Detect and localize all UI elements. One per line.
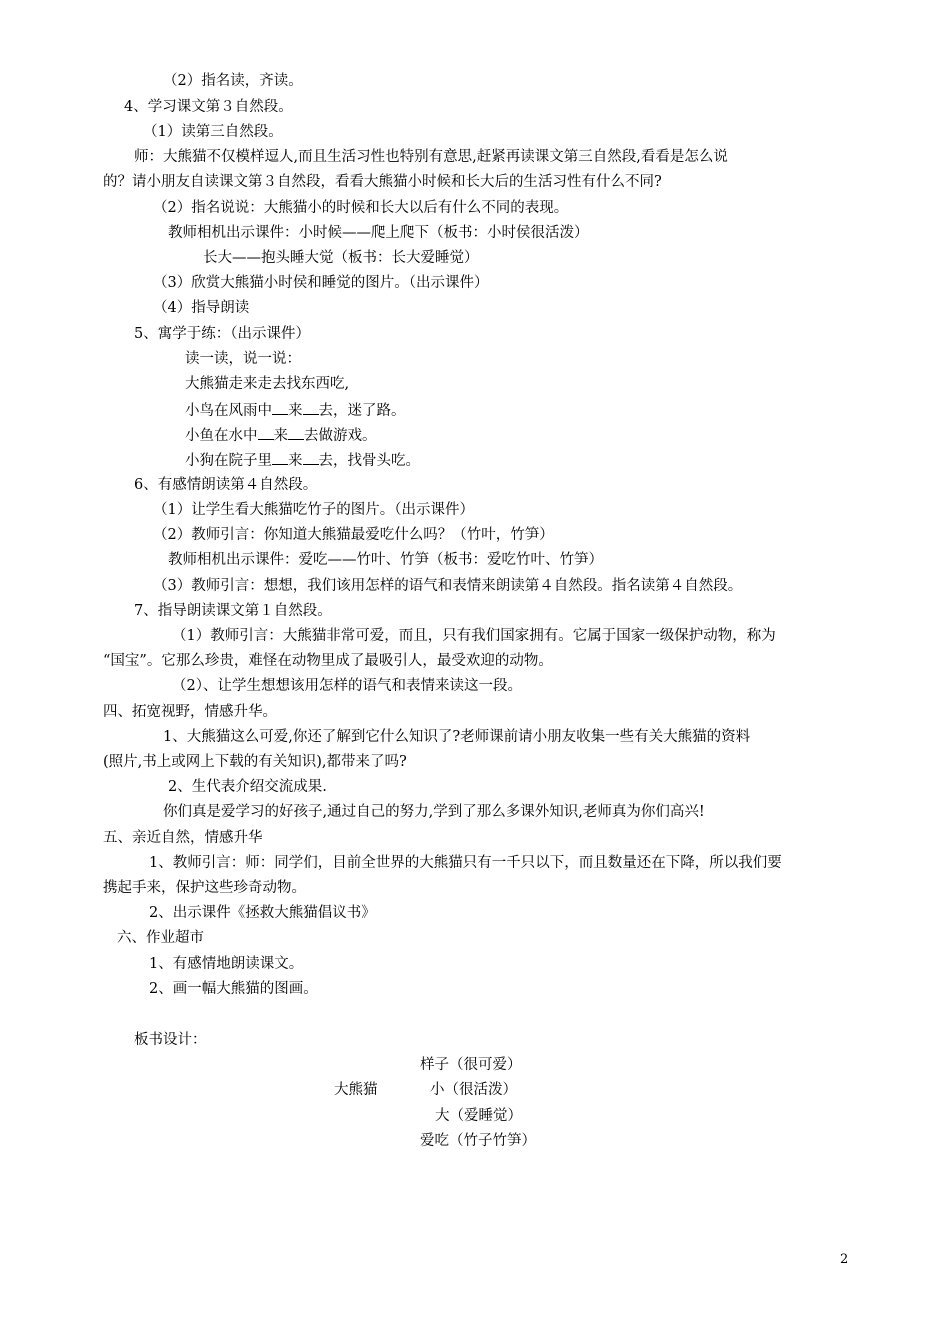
exercise-text: 去，找骨头吃。 (318, 453, 420, 469)
text-line: 大熊猫走来走去找东西吃, (185, 376, 350, 392)
page-number: 2 (840, 1252, 849, 1267)
paragraph-line: (照片,书上或网上下载的有关知识),都带来了吗? (103, 754, 407, 770)
exercise-text: 来 (273, 428, 288, 444)
board-item: 小（很活泼） (430, 1082, 517, 1098)
text-line: 教师相机出示课件：小时候——爬上爬下（板书：小时侯很活泼） (168, 225, 589, 241)
exercise-line (185, 450, 420, 470)
text-line: （2）教师引言：你知道大熊猫最爱吃什么吗？（竹叶，竹笋） (153, 527, 554, 543)
text-line: （2）、让学生想想该用怎样的语气和表情来读这一段。 (172, 678, 522, 694)
exercise-line (185, 425, 377, 445)
text-line: 1、有感情地朗读课文。 (149, 956, 304, 972)
board-item: 大（爱睡觉） (435, 1108, 522, 1124)
exercise-text: 小鱼在水中 (185, 428, 258, 444)
text-line: 2、画一幅大熊猫的图画。 (149, 981, 318, 997)
text-line: （4）指导朗读 (153, 300, 250, 316)
text-line: （3）欣赏大熊猫小时侯和睡觉的图片。（出示课件） (153, 275, 489, 291)
blank-underline (288, 425, 304, 440)
section-heading: 6、有感情朗读第４自然段。 (134, 477, 318, 493)
board-heading: 板书设计： (134, 1032, 207, 1048)
text-line: （1）让学生看大熊猫吃竹子的图片。（出示课件） (153, 502, 474, 518)
section-heading: 5、寓学于练：（出示课件） (134, 326, 310, 342)
paragraph-line: 师：大熊猫不仅模样逗人,而且生活习性也特别有意思,赶紧再读课文第三自然段,看看是怎么说 (134, 149, 728, 165)
chapter-heading: 六、作业超市 (117, 930, 204, 946)
section-heading: 7、指导朗读课文第１自然段。 (134, 603, 332, 619)
paragraph-line: （1）教师引言：大熊猫非常可爱，而且，只有我们国家拥有。它属于国家一级保护动物，称为 (172, 628, 776, 644)
paragraph-line: 1、教师引言：师：同学们，目前全世界的大熊猫只有一千只以下，而且数量还在下降，所以我们要 (149, 855, 782, 871)
chapter-heading: 四、拓宽视野，情感升华。 (103, 704, 277, 720)
board-subject: 大熊猫 (334, 1082, 378, 1098)
text-line: 教师相机出示课件：爱吃——竹叶、竹笋（板书：爱吃竹叶、竹笋） (168, 552, 603, 568)
exercise-text: 来 (288, 403, 303, 419)
blank-underline (272, 450, 288, 465)
text-line: （1）读第三自然段。 (143, 124, 283, 140)
board-item: 爱吃（竹子竹笋） (420, 1133, 536, 1149)
blank-underline (272, 400, 288, 415)
board-item: 样子（很可爱） (420, 1057, 522, 1073)
paragraph-line: “国宝”。它那么珍贵，难怪在动物里成了最吸引人，最受欢迎的动物。 (103, 653, 553, 669)
text-line: （2）指名读，齐读。 (163, 73, 303, 89)
exercise-text: 小狗在院子里 (185, 453, 272, 469)
text-line: 长大——抱头睡大觉（板书：长大爱睡觉） (203, 250, 479, 266)
exercise-text: 来 (288, 453, 303, 469)
section-heading: 4、学习课文第３自然段。 (124, 99, 293, 115)
paragraph-line: 的？请小朋友自读课文第３自然段，看看大熊猫小时候和长大后的生活习性有什么不同? (103, 174, 662, 190)
paragraph-line: 携起手来，保护这些珍奇动物。 (103, 880, 306, 896)
exercise-text: 去做游戏。 (304, 428, 377, 444)
blank-underline (258, 425, 274, 440)
text-line: 2、生代表介绍交流成果. (168, 779, 327, 795)
blank-underline (303, 400, 319, 415)
text-line: （2）指名说说：大熊猫小的时候和长大以后有什么不同的表现。 (153, 200, 569, 216)
text-line: （3）教师引言：想想，我们该用怎样的语气和表情来朗读第４自然段。指名读第４自然段。 (153, 578, 743, 594)
text-line: 读一读，说一说： (185, 351, 301, 367)
blank-underline (303, 450, 319, 465)
chapter-heading: 五、亲近自然，情感升华 (103, 830, 263, 846)
text-line: 你们真是爱学习的好孩子,通过自己的努力,学到了那么多课外知识,老师真为你们高兴! (163, 804, 705, 820)
paragraph-line: 1、大熊猫这么可爱,你还了解到它什么知识了?老师课前请小朋友收集一些有关大熊猫的资料 (163, 729, 751, 745)
exercise-line (185, 400, 406, 420)
exercise-text: 去，迷了路。 (318, 403, 406, 419)
exercise-text: 小鸟在风雨中 (185, 403, 272, 419)
text-line: 2、出示课件《拯救大熊猫倡议书》 (149, 905, 376, 921)
